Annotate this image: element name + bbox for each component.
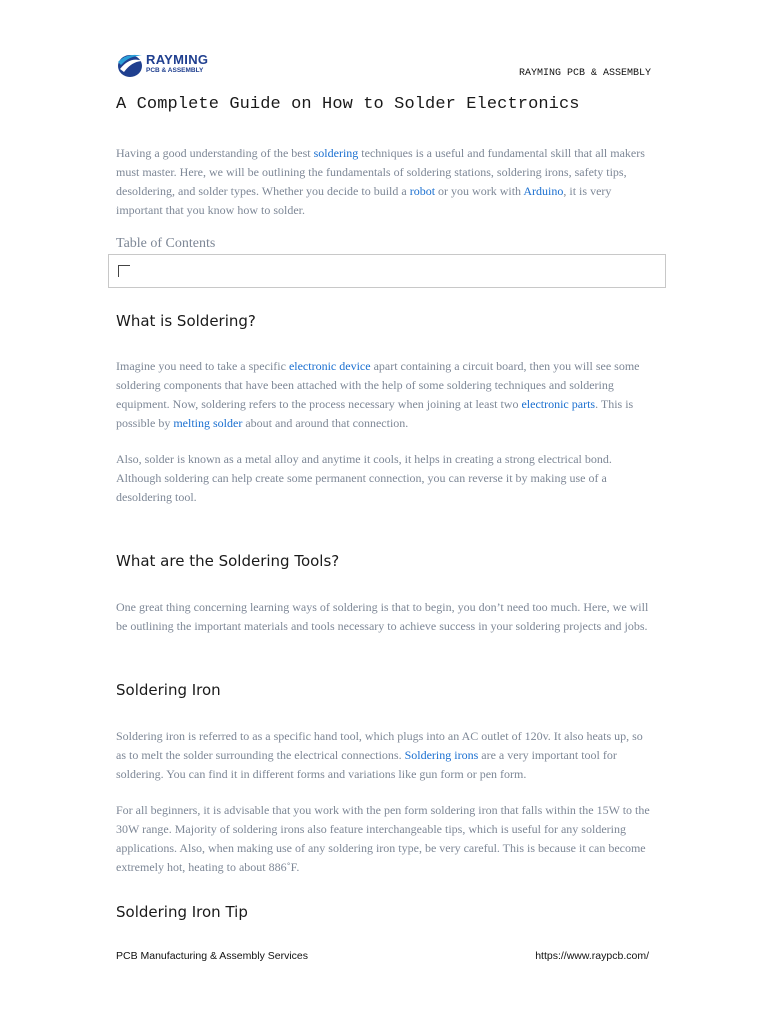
heading-soldering-iron: Soldering Iron	[116, 681, 221, 699]
soldering-link[interactable]: soldering	[313, 146, 359, 160]
toc-box	[108, 254, 666, 288]
logo-subtitle: PCB & ASSEMBLY	[146, 67, 204, 74]
electronic-parts-link[interactable]: electronic parts	[521, 397, 596, 411]
robot-link[interactable]: robot	[409, 184, 436, 198]
header-company-name: RAYMING PCB & ASSEMBLY	[518, 68, 651, 79]
company-logo	[116, 52, 226, 82]
section1-paragraph-1: Imagine you need to take a specific electronic device apart containing a circuit board, then you will see some soldering components that have been attached with the help of some soldering techniques and soldering equipment. Now, soldering refers to the process necessary when joining at least two electronic parts. This is possible by melting solder about and around that connection.	[116, 359, 640, 430]
rayming-logo-icon	[116, 52, 146, 80]
footer-services: PCB Manufacturing & Assembly Services	[116, 950, 308, 962]
heading-soldering-tools: What are the Soldering Tools?	[116, 552, 340, 570]
section1-paragraph-2: Also, solder is known as a metal alloy and anytime it cools, it helps in creating a strong electrical bond. Although soldering can help create some permanent connection, you can reverse it by making use of a desoldering tool.	[116, 452, 612, 504]
section3-paragraph-1: Soldering iron is referred to as a specific hand tool, which plugs into an AC outlet of 120v. It also heats up, so as to melt the solder surrounding the electrical connections. Soldering irons are a very important tool for soldering. You can find it in different forms and variations like gun form or pen form.	[116, 729, 643, 781]
section3-paragraph-2: For all beginners, it is advisable that you work with the pen form soldering iron that falls within the 15W to the 30W range. Majority of soldering irons also feature interchangeable tips, which is useful for any soldering applications. Also, when making use of any soldering iron type, be very careful. This is because it can become extremely hot, heating to about 886˚F.	[116, 803, 650, 874]
melting-solder-link[interactable]: melting solder	[173, 416, 243, 430]
electronic-device-link[interactable]: electronic device	[288, 359, 371, 373]
toc-toggle-icon[interactable]	[118, 265, 130, 277]
intro-paragraph: Having a good understanding of the best soldering techniques is a useful and fundamental skill that all makers must master. Here, we will be outlining the fundamentals of soldering stations, soldering irons, safety tips, desoldering, and solder types. Whether you decide to build a robot or you work with Arduino, it is very important that you know how to solder.	[116, 146, 645, 217]
footer-url-link[interactable]: https://www.raypcb.com/	[535, 950, 649, 962]
heading-what-is-soldering: What is Soldering?	[116, 312, 256, 330]
heading-soldering-iron-tip: Soldering Iron Tip	[116, 903, 248, 921]
logo-wordmark: RAYMING	[146, 52, 209, 67]
toc-title: Table of Contents	[116, 236, 216, 251]
section2-paragraph-1: One great thing concerning learning ways of soldering is that to begin, you don’t need too much. Here, we will be outlining the important materials and tools necessary to achieve success in your soldering projects and jobs.	[116, 600, 649, 633]
soldering-irons-link[interactable]: Soldering irons	[404, 748, 479, 762]
arduino-link[interactable]: Arduino	[523, 184, 564, 198]
page-title: A Complete Guide on How to Solder Electronics	[116, 95, 580, 114]
